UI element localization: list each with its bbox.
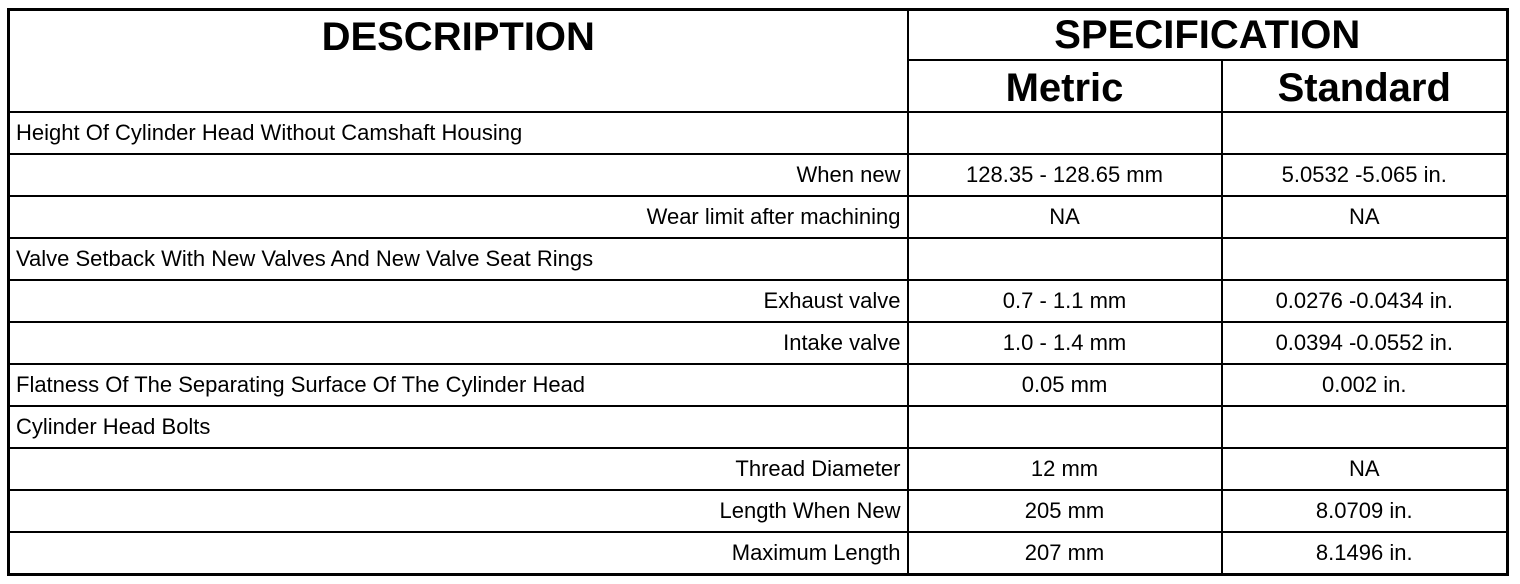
- metric-value: [908, 238, 1222, 280]
- standard-value: 0.0276 -0.0434 in.: [1222, 280, 1508, 322]
- item-label: Thread Diameter: [9, 448, 908, 490]
- section-row: [9, 112, 1508, 154]
- metric-value: 128.35 - 128.65 mm: [908, 154, 1222, 196]
- standard-value: [1222, 112, 1508, 154]
- standard-value: 8.0709 in.: [1222, 490, 1508, 532]
- section-row: [9, 406, 1508, 448]
- table-row: [9, 322, 1508, 364]
- item-label: Wear limit after machining: [9, 196, 908, 238]
- table-row: [9, 532, 1508, 575]
- metric-value: 1.0 - 1.4 mm: [908, 322, 1222, 364]
- metric-value: 12 mm: [908, 448, 1222, 490]
- section-label: Flatness Of The Separating Surface Of The Cylinder Head: [9, 364, 908, 406]
- table-row: [9, 490, 1508, 532]
- section-label: Height Of Cylinder Head Without Camshaft Housing: [9, 112, 908, 154]
- table-body: [9, 112, 1508, 575]
- item-label: When new: [9, 154, 908, 196]
- section-label: Valve Setback With New Valves And New Valve Seat Rings: [9, 238, 908, 280]
- section-label: Cylinder Head Bolts: [9, 406, 908, 448]
- standard-value: [1222, 238, 1508, 280]
- standard-value: 0.0394 -0.0552 in.: [1222, 322, 1508, 364]
- standard-value: NA: [1222, 448, 1508, 490]
- item-label: Exhaust valve: [9, 280, 908, 322]
- item-label: Maximum Length: [9, 532, 908, 575]
- table-row: [9, 154, 1508, 196]
- section-row: [9, 364, 1508, 406]
- metric-value: 0.05 mm: [908, 364, 1222, 406]
- standard-value: 8.1496 in.: [1222, 532, 1508, 575]
- standard-value: [1222, 406, 1508, 448]
- standard-value: 0.002 in.: [1222, 364, 1508, 406]
- standard-header: Standard: [1222, 60, 1508, 112]
- description-header: DESCRIPTION: [9, 10, 908, 113]
- metric-value: [908, 406, 1222, 448]
- table-row: [9, 448, 1508, 490]
- table-row: [9, 196, 1508, 238]
- table-row: [9, 280, 1508, 322]
- metric-value: [908, 112, 1222, 154]
- specification-header: SPECIFICATION: [908, 10, 1508, 61]
- item-label: Length When New: [9, 490, 908, 532]
- metric-value: 207 mm: [908, 532, 1222, 575]
- standard-value: NA: [1222, 196, 1508, 238]
- metric-value: 0.7 - 1.1 mm: [908, 280, 1222, 322]
- metric-header: Metric: [908, 60, 1222, 112]
- section-row: [9, 238, 1508, 280]
- specification-table: [7, 8, 1509, 576]
- metric-value: NA: [908, 196, 1222, 238]
- metric-value: 205 mm: [908, 490, 1222, 532]
- item-label: Intake valve: [9, 322, 908, 364]
- standard-value: 5.0532 -5.065 in.: [1222, 154, 1508, 196]
